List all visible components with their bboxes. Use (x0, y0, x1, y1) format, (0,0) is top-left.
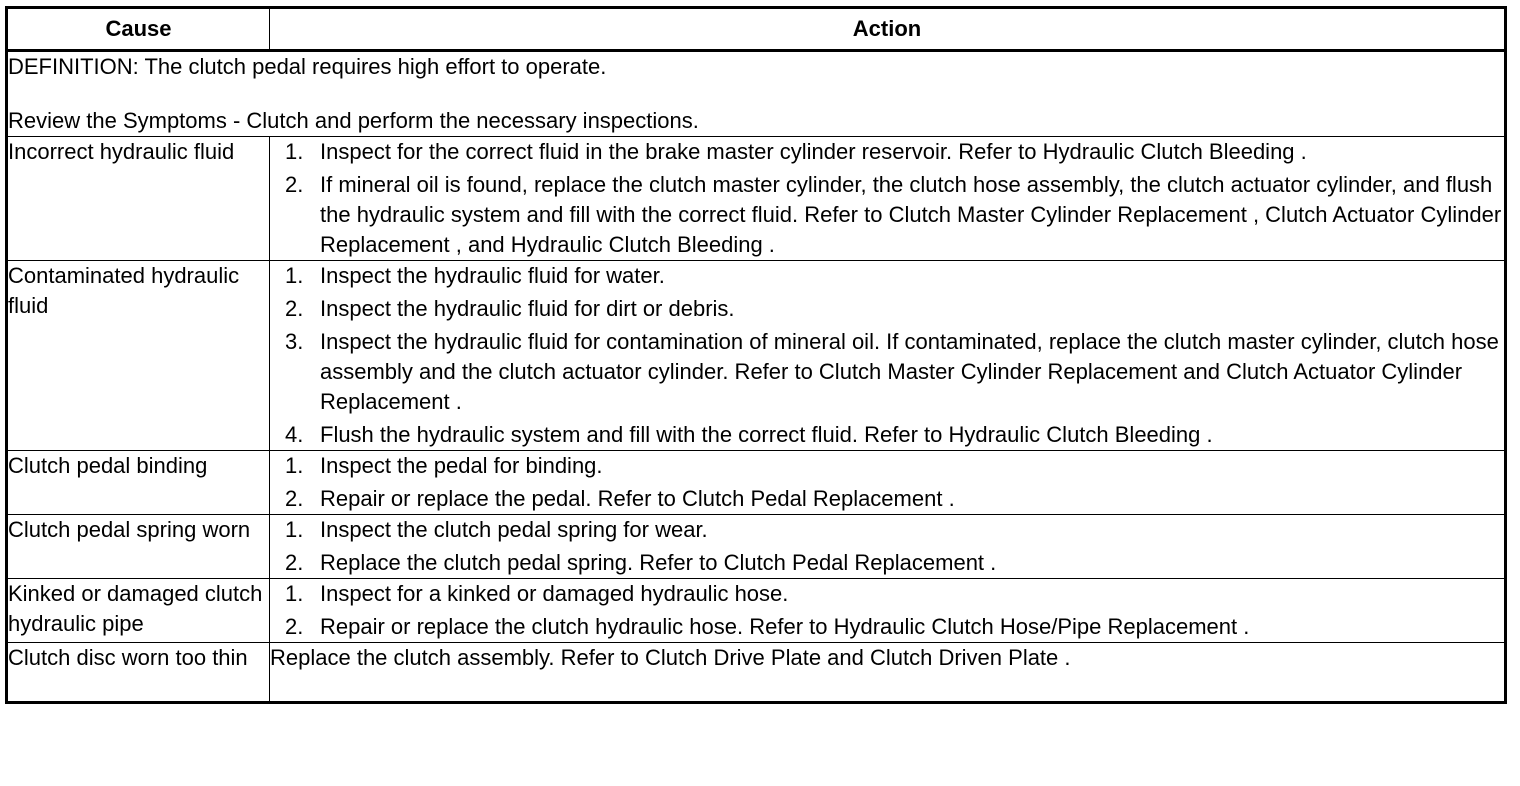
step-number: 1. (285, 453, 304, 478)
step-text: Inspect the hydraulic fluid for dirt or debris. (320, 296, 735, 321)
action-step (270, 579, 1504, 609)
action-cell (270, 579, 1506, 643)
action-steps (270, 261, 1504, 450)
table-row (7, 643, 1506, 703)
table-row (7, 137, 1506, 261)
step-number: 1. (285, 517, 304, 542)
action-cell (270, 451, 1506, 515)
table-row (7, 579, 1506, 643)
action-cell (270, 643, 1506, 703)
step-text: Inspect for the correct fluid in the brake master cylinder reservoir. Refer to Hydraulic Clutch Bleeding . (320, 139, 1307, 164)
action-step (270, 548, 1504, 578)
action-step (270, 420, 1504, 450)
step-text: Repair or replace the pedal. Refer to Clutch Pedal Replacement . (320, 486, 955, 511)
definition-cell (7, 51, 1506, 137)
step-text: Inspect for a kinked or damaged hydraulic hose. (320, 581, 789, 606)
diagnostic-table (5, 6, 1507, 704)
action-step (270, 612, 1504, 642)
cause-cell: Clutch disc worn too thin (7, 643, 270, 703)
step-number: 2. (285, 614, 304, 639)
table-row (7, 515, 1506, 579)
cause-cell: Incorrect hydraulic fluid (7, 137, 270, 261)
step-text: Repair or replace the clutch hydraulic hose. Refer to Hydraulic Clutch Hose/Pipe Replacement . (320, 614, 1250, 639)
action-step (270, 261, 1504, 291)
action-cell (270, 515, 1506, 579)
step-text: Inspect the hydraulic fluid for water. (320, 263, 665, 288)
definition-row (7, 51, 1506, 137)
table-row (7, 261, 1506, 451)
cause-cell: Contaminated hydraulic fluid (7, 261, 270, 451)
step-text: Replace the clutch pedal spring. Refer to Clutch Pedal Replacement . (320, 550, 997, 575)
step-number: 1. (285, 263, 304, 288)
action-steps (270, 579, 1504, 642)
action-step (270, 294, 1504, 324)
step-number: 2. (285, 172, 304, 197)
action-cell (270, 261, 1506, 451)
action-step (270, 515, 1504, 545)
action-step (270, 484, 1504, 514)
review-symptoms-text: Review the Symptoms - Clutch and perform the necessary inspections. (8, 108, 699, 133)
step-number: 2. (285, 550, 304, 575)
action-header: Action (270, 8, 1506, 51)
action-steps (270, 451, 1504, 514)
step-number: 2. (285, 296, 304, 321)
cause-cell: Kinked or damaged clutch hydraulic pipe (7, 579, 270, 643)
step-number: 1. (285, 139, 304, 164)
table-row (7, 451, 1506, 515)
step-number: 1. (285, 581, 304, 606)
cause-cell: Clutch pedal binding (7, 451, 270, 515)
step-text: Inspect the pedal for binding. (320, 453, 603, 478)
action-step (270, 137, 1504, 167)
step-number: 4. (285, 422, 304, 447)
cause-header: Cause (7, 8, 270, 51)
action-step (270, 451, 1504, 481)
step-text: Flush the hydraulic system and fill with the correct fluid. Refer to Hydraulic Clutch Bleeding . (320, 422, 1213, 447)
step-text: Inspect the clutch pedal spring for wear. (320, 517, 708, 542)
step-text: Inspect the hydraulic fluid for contamination of mineral oil. If contaminated, replace the clutch master cylinder, clutch hose assembly and the clutch actuator cylinder. Refer to Clutch Master Cylinder Replacement and Clutch Actuator Cylinder Replacement . (320, 329, 1499, 414)
action-step (270, 327, 1504, 417)
cause-cell: Clutch pedal spring worn (7, 515, 270, 579)
action-steps (270, 137, 1504, 260)
definition-text: DEFINITION: The clutch pedal requires high effort to operate. (8, 54, 607, 79)
step-text: If mineral oil is found, replace the clutch master cylinder, the clutch hose assembly, the clutch actuator cylinder, and flush the hydraulic system and fill with the correct fluid. Refer to Clutch Master Cylinder Replacement , Clutch Actuator Cylinder Replacement , and Hydraulic Clutch Bleeding . (320, 172, 1502, 257)
step-number: 3. (285, 329, 304, 354)
action-text: Replace the clutch assembly. Refer to Clutch Drive Plate and Clutch Driven Plate . (270, 645, 1071, 670)
action-step (270, 170, 1504, 260)
header-row (7, 8, 1506, 51)
action-cell (270, 137, 1506, 261)
step-number: 2. (285, 486, 304, 511)
action-steps (270, 515, 1504, 578)
